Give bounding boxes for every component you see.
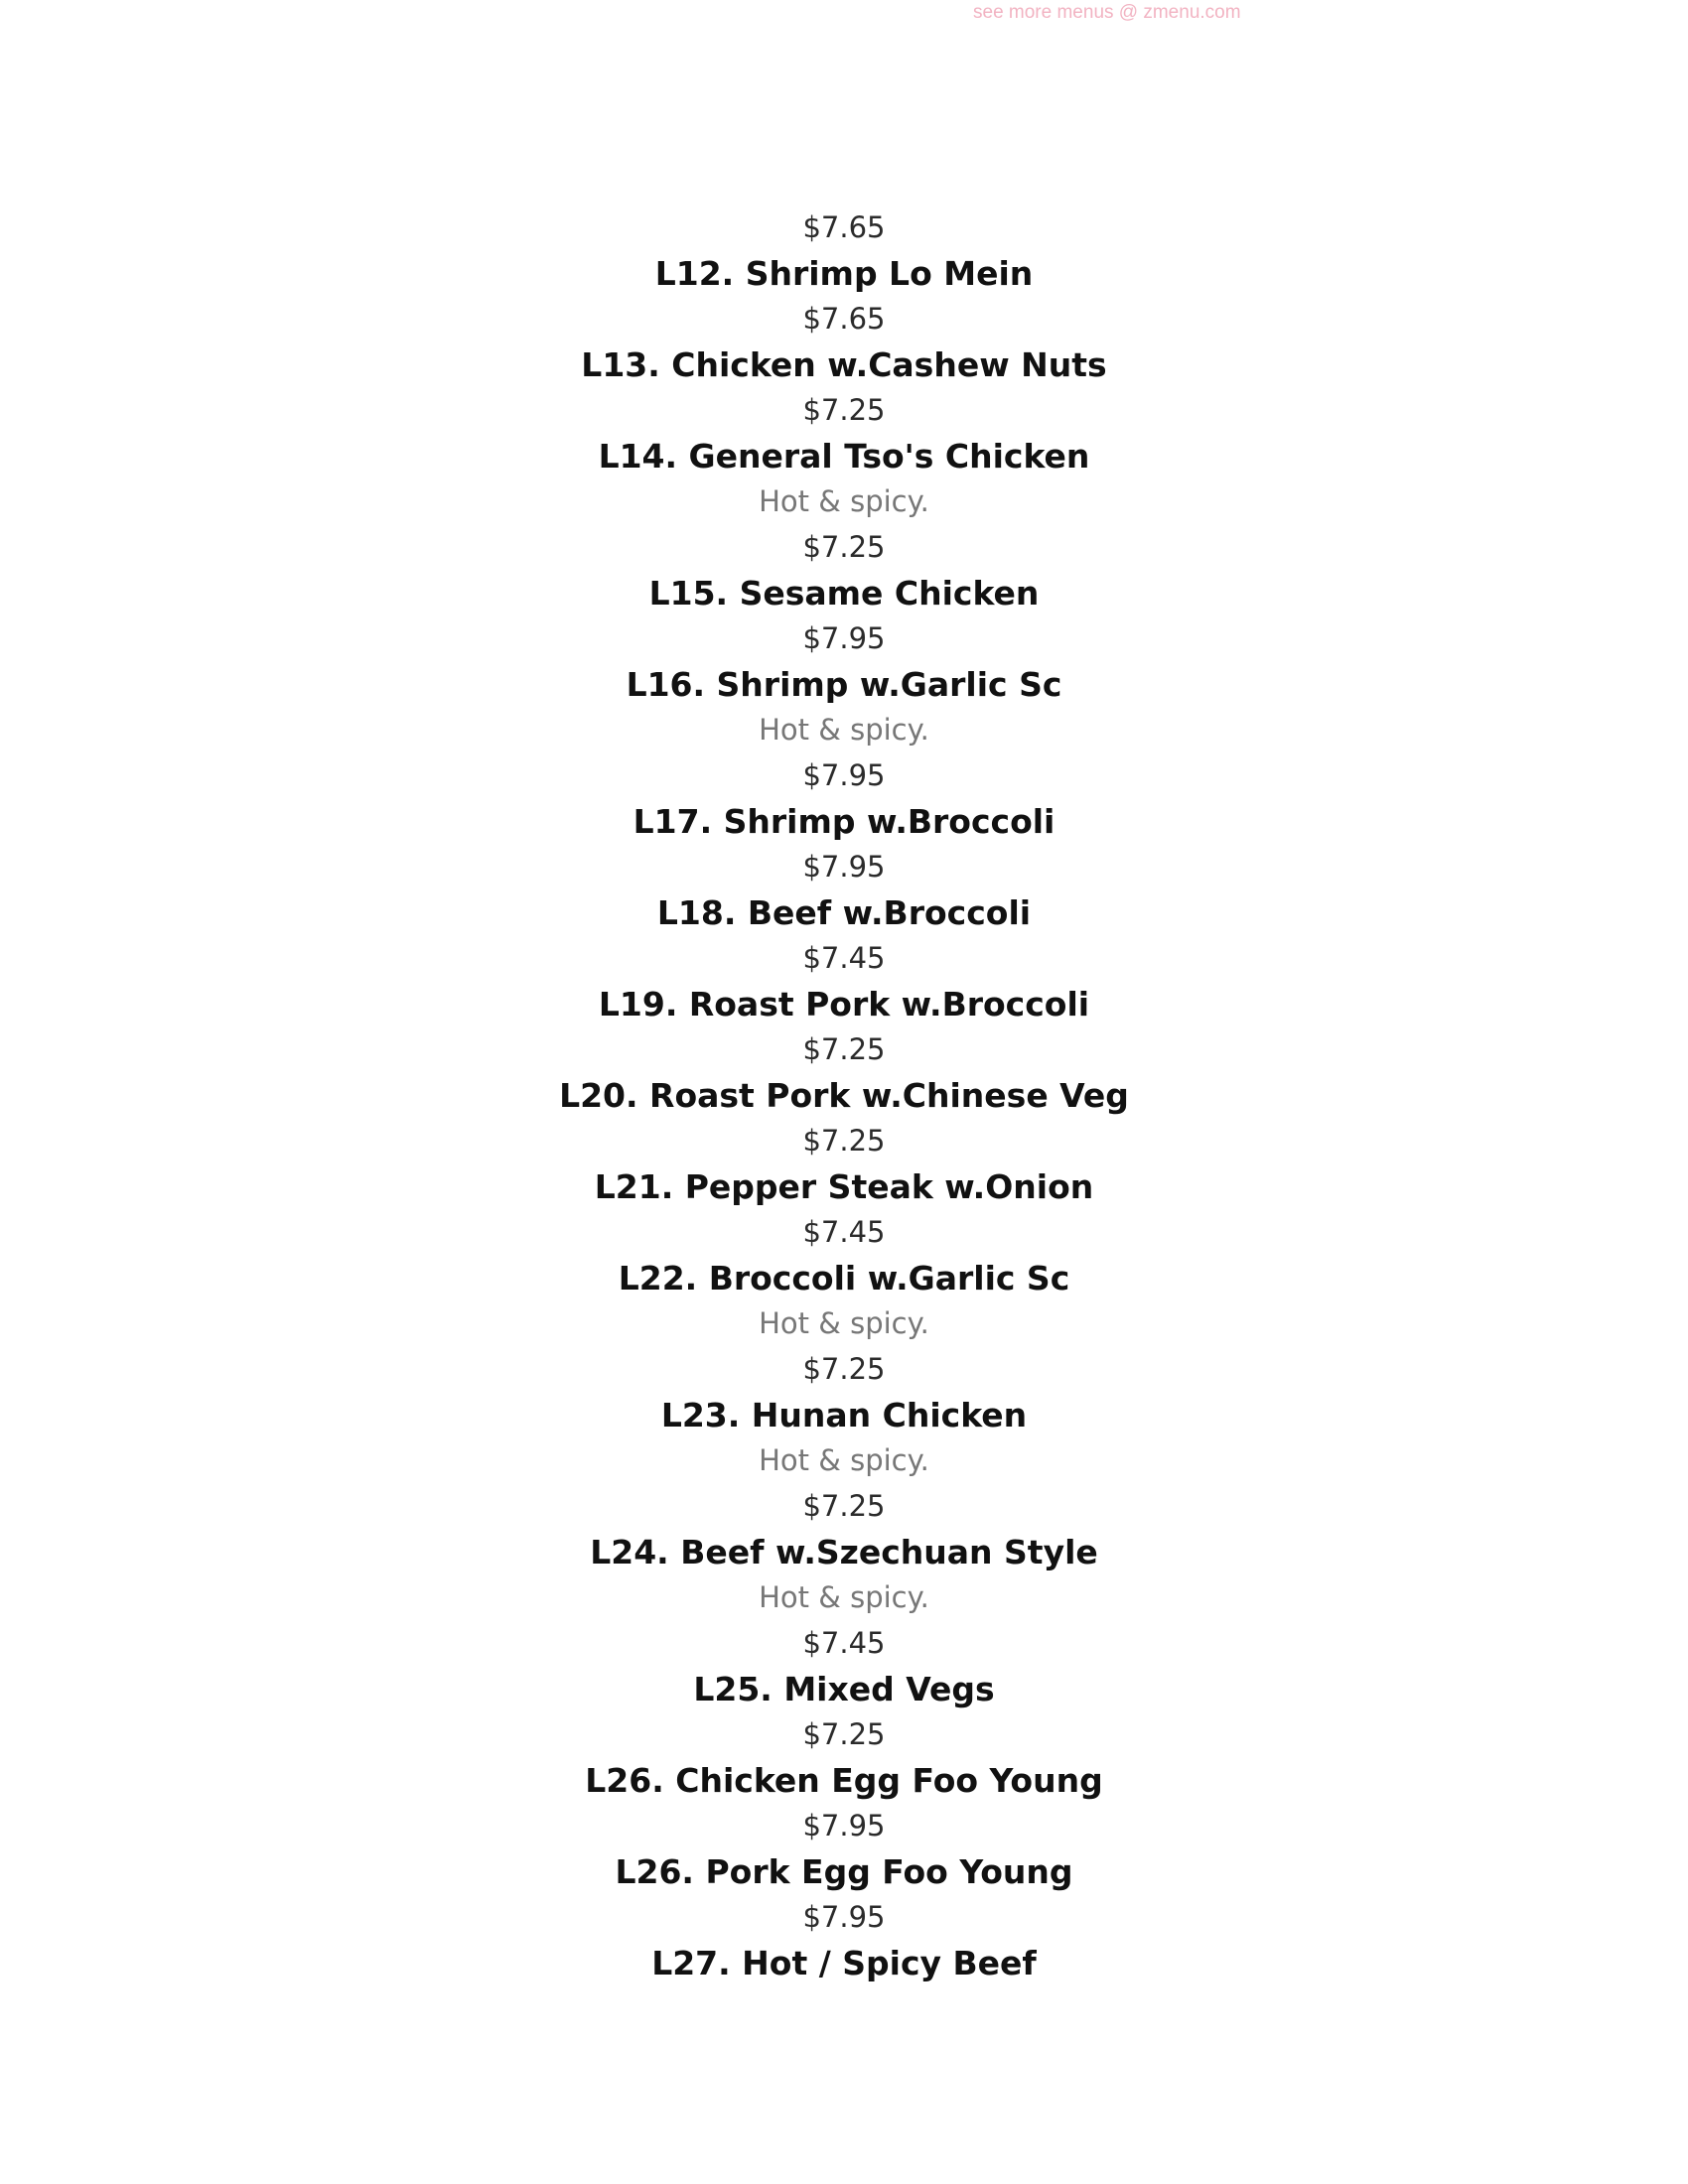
item-price: $7.25	[802, 530, 886, 564]
item-description: Hot & spicy.	[759, 1443, 929, 1477]
item-description: Hot & spicy.	[759, 1306, 929, 1340]
item-name: L24. Beef w.Szechuan Style	[590, 1532, 1098, 1571]
item-price: $7.25	[802, 393, 886, 427]
item-price: $7.65	[802, 210, 886, 244]
item-name: L17. Shrimp w.Broccoli	[633, 801, 1055, 841]
item-name: L15. Sesame Chicken	[648, 573, 1040, 613]
item-price: $7.25	[802, 1489, 886, 1523]
item-price: $7.45	[802, 1626, 886, 1660]
item-price: $7.25	[802, 1717, 886, 1751]
item-price: $7.25	[802, 1032, 886, 1066]
item-name: L18. Beef w.Broccoli	[656, 892, 1032, 932]
item-price: $7.65	[802, 302, 886, 336]
menu-item-list	[0, 205, 1688, 1985]
item-name: L26. Pork Egg Foo Young	[615, 1851, 1073, 1891]
item-price: $7.95	[802, 758, 886, 792]
item-name: L22. Broccoli w.Garlic Sc	[618, 1258, 1070, 1297]
item-description: Hot & spicy.	[759, 713, 929, 747]
item-description: Hot & spicy.	[759, 484, 929, 518]
item-price: $7.95	[802, 850, 886, 884]
item-price: $7.25	[802, 1352, 886, 1386]
zmenu-watermark[interactable]: see more menus @ zmenu.com	[973, 2, 1241, 23]
item-description: Hot & spicy.	[759, 1580, 929, 1614]
item-price: $7.25	[802, 1124, 886, 1158]
item-name: L27. Hot / Spicy Beef	[651, 1943, 1037, 1982]
item-price: $7.45	[802, 1215, 886, 1249]
item-name: L16. Shrimp w.Garlic Sc	[626, 664, 1062, 704]
item-name: L23. Hunan Chicken	[660, 1395, 1028, 1434]
item-name: L13. Chicken w.Cashew Nuts	[581, 344, 1107, 384]
item-name: L21. Pepper Steak w.Onion	[594, 1166, 1094, 1206]
item-name: L19. Roast Pork w.Broccoli	[598, 984, 1090, 1024]
item-name: L25. Mixed Vegs	[693, 1669, 995, 1708]
item-price: $7.45	[802, 941, 886, 975]
item-price: $7.95	[802, 1809, 886, 1843]
item-name: L12. Shrimp Lo Mein	[654, 253, 1034, 293]
item-price: $7.95	[802, 1900, 886, 1934]
item-name: L26. Chicken Egg Foo Young	[585, 1760, 1103, 1800]
item-price: $7.95	[802, 621, 886, 655]
item-name: L20. Roast Pork w.Chinese Veg	[559, 1075, 1129, 1115]
item-name: L14. General Tso's Chicken	[598, 436, 1090, 476]
